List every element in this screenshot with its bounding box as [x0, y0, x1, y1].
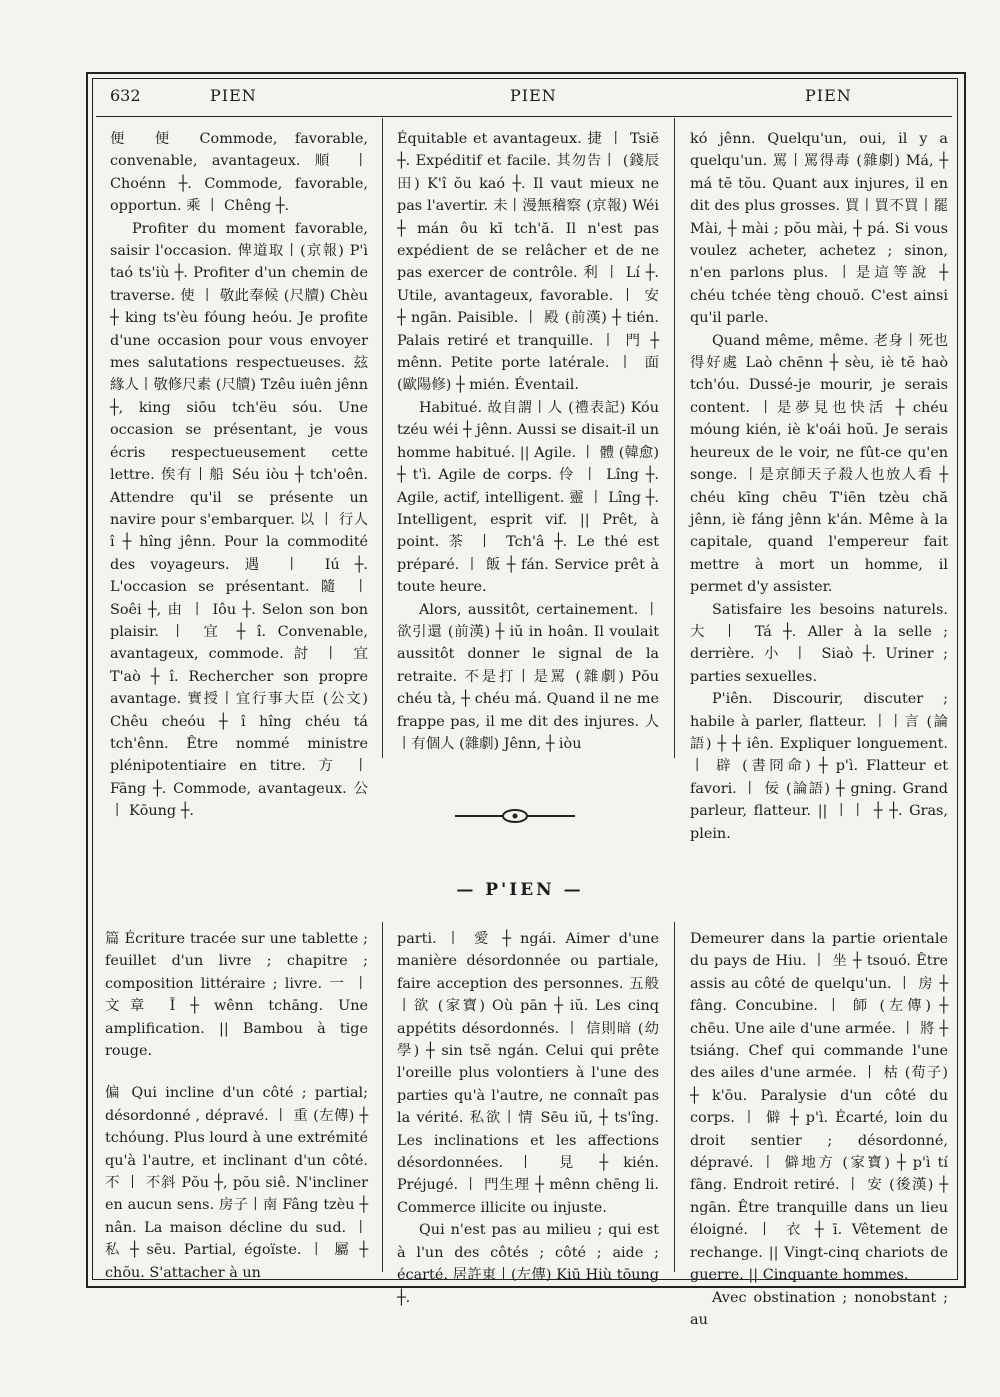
paragraph: kó jênn. Quelqu'un, oui, il y a quelqu'un. 罵丨罵得毒 (雜劇) Má, ┼ má tĕ tŏu. Quant aux injures, il en dit des plus grosses. 買丨買不買丨罷 Mài, ┼ mài ; pŏu mài, ┼ pá. Si vous voulez acheter, achetez ; sinon, n'en parlons plus. 丨是這等說 ┼ chéu tchée tèng chouŏ. C'est ainsi qu'il parle. — [690, 131, 948, 327]
paragraph: P'iên. Discourir, discuter ; habile à parler, flatteur. 丨丨言 (論語) ┼ ┼ iên. Expliquer longuement. 丨 辟 (書冏命) ┼ p'ì. Flatteur et favori. 丨 佞 (論語) ┼ gning. Grand parleur, flatteur. || 丨丨 ┼ ┼. Gras, plein. — [690, 691, 948, 842]
paragraph: Quand même, même. 老身丨死也得好處 Laò chēnn ┼ sèu, iè tĕ haò tch'óu. Dussé-je mourir, je serais content. 丨是夢見也快活 ┼ chéu móung kién, iè k'oái hoŭ. Je serais heureux de le voir, ne fût-ce qu'en songe. 丨是京師天子殺人也放人看 ┼ chéu kīng chēu T'iēn tzèu chă jênn, iè fáng jênn k'án. Même à la capitale, quand l'empereur fait mettre à mort un homme, il permet d'y assister. — [690, 332, 948, 596]
column-divider — [382, 118, 383, 758]
bottom-column-1 — [105, 928, 368, 1281]
paragraph: Avec obstination ; nonobstant ; au — [690, 1289, 948, 1328]
section-heading: — P'IEN — — [456, 880, 584, 900]
paragraph: Habitué. 故自謂丨人 (禮表記) Kóu tzéu wéi ┼ jênn. Aussi se disait-il un homme habitué. || Agile. 丨 體 (韓愈) ┼ t'ì. Agile de corps. 伶 丨 Lîng ┼. Agile, actif, intelligent. 靈 丨 Lîng ┼. Intelligent, esprit vif. || Prêt, à point. 茶 丨 Tch'â ┼. Le thé est préparé. 丨 飯 ┼ fán. Service prêt à toute heure. — [397, 399, 659, 596]
ornament-divider — [455, 806, 575, 826]
paragraph: Alors, aussitôt, certainement. 丨 欲引還 (前漢) ┼ iŭ in hoân. Il voulait aussitôt donner le signal de la retraite. 不是打丨是罵 (雜劇) Pŏu chéu tà, ┼ chéu má. Quand il ne me frappe pas, il me dit des injures. 人丨有個人 (雜劇) Jênn, ┼ iòu — [397, 601, 659, 752]
column-divider — [674, 118, 675, 758]
header-rule — [96, 116, 952, 117]
page-header — [100, 84, 950, 112]
top-column-2 — [397, 128, 659, 758]
header-left: PIEN — [210, 86, 257, 105]
column-divider — [674, 922, 675, 1272]
column-divider — [382, 922, 383, 1272]
paragraph: 偏 Qui incline d'un côté ; partial; désordonné , dépravé. 丨 重 (左傳) ┼ tchóung. Plus lourd à une extrémité qu'à l'autre, et inclinant d'un côté. 不 丨 不斜 Pŏu ┼, pŏu siê. N'incliner en aucun sens. 房子丨南 Fâng tzèu ┼ nân. La maison décline du sud. 丨 私 ┼ sēu. Partial, égoïste. 丨 屬 ┼ chŏu. S'attacher à un — [105, 1085, 368, 1281]
bottom-column-3 — [690, 928, 948, 1328]
paragraph: 篇 Écriture tracée sur une tablette ; feuillet d'un livre ; chapitre ; composition littéraire ; livre. 一 丨 文章 Ĭ ┼ wênn tchāng. Une amplification. || Bambou à tige rouge. — [105, 931, 368, 1060]
paragraph: 便 便 Commode, favorable, convenable, avantageux. 順 丨 Choénn ┼. Commode, favorable, opportun. 乘 丨 Chêng ┼. — [110, 131, 368, 215]
page-number: 632 — [110, 86, 141, 105]
paragraph: parti. 丨 愛 ┼ ngái. Aimer d'une manière désordonnée ou partiale, faire acception des personnes. 五般丨欲 (家寶) Où pān ┼ iŭ. Les cinq appétits désordonnés. 丨 信則暗 (幼學) ┼ sin tsĕ ngán. Celui qui prête l'oreille plus volontiers à l'une des parties qu'à l'autre, ne connaît pas la vérité. 私欲丨情 Sēu iŭ, ┼ ts'îng. Les inclinations et les affections désordonnées. 丨 見 ┼ kién. Préjugé. 丨 門生理 ┼ mênn chēng li. Commerce illicite ou injuste. — [397, 931, 659, 1216]
top-column-3 — [690, 128, 948, 842]
paragraph: Satisfaire les besoins naturels. 大 丨 Tá ┼. Aller à la selle ; derrière. 小 丨 Siaò ┼. Uriner ; parties sexuelles. — [690, 601, 948, 685]
bottom-column-2 — [397, 928, 659, 1306]
paragraph: Profiter du moment favorable, saisir l'occasion. 俾道取丨(京報) P'ì taó ts'iù ┼. Profiter d'un chemin de traverse. 使 丨 敬此奉候 (尺牘) Chèu ┼ king ts'èu fóung heóu. Je profite d'une occasion pour vous envoyer mes salutations respectueuses. 玆緣人丨敬修尺素 (尺牘) Tzêu iuên jênn ┼, king siōu tch'ëu sóu. Une occasion se présentant, je vous écris respectueusement cette lettre. 俟有丨船 Séu iòu ┼ tch'oên. Attendre qu'il se présente un navire pour s'embarquer. 以 丨 行人 î ┼ hîng jênn. Pour la commodité des voyageurs. 遇 丨 Iú ┼. L'occasion se présentant. 隨 丨 Soêi ┼, 由 丨 Iôu ┼. Selon son bon plaisir. 丨 宜 ┼ î. Convenable, avantageux, commode. 討 丨 宜 T'aò ┼ î. Rechercher son propre avantage. 實授丨宜行事大臣 (公文) Chêu cheóu ┼ î hîng chéu tá tch'ênn. Être nommé ministre plénipotentiaire en titre. 方 丨 Fāng ┼. Commode, avantageux. 公 丨 Kōung ┼. — [110, 220, 368, 820]
paragraph: Demeurer dans la partie orientale du pays de Hiu. 丨 坐 ┼ tsouó. Être assis au côté de quelqu'un. 丨 房 ┼ fâng. Concubine. 丨 師 (左傳) ┼ chēu. Une aile d'une armée. 丨 將 ┼ tsiáng. Chef qui commande l'une des ailes d'une armée. 丨 枯 (荀子) ┼ k'ōu. Paralysie d'un côté du corps. 丨 僻 ┼ p'ì. Écarté, loin du droit sentier ; désordonné, dépravé. 丨 僻地方 (家寶) ┼ p'ì tí fāng. Endroit retiré. 丨 安 (後漢) ┼ ngān. Être tranquille dans un lieu éloigné. 丨 衣 ┼ ī. Vêtement de rechange. || Vingt-cinq chariots de guerre. || Cinquante hommes. — [690, 931, 948, 1284]
paragraph: Équitable et avantageux. 捷 丨 Tsiĕ ┼. Expéditif et facile. 其勿告丨 (錢辰田) K'î ŏu kaó ┼. Il vaut mieux ne pas l'avertir. 未丨漫無稽察 (京報) Wéi ┼ mán ôu kī tch'ă. Il n'est pas expédient de se relâcher et de ne pas exercer de contrôle. 利 丨 Lí ┼. Utile, avantageux, favorable. 丨 安 ┼ ngān. Paisible. 丨 殿 (前漢) ┼ tién. Palais retiré et tranquille. 丨 門 ┼ mênn. Petite porte latérale. 丨 面 (歐陽修) ┼ mién. Éventail. — [397, 131, 659, 394]
top-column-1 — [110, 128, 368, 820]
header-center: PIEN — [510, 86, 557, 105]
header-right: PIEN — [805, 86, 852, 105]
paragraph: Qui n'est pas au milieu ; qui est à l'un des côtés ; côté ; aide ; écarté. 居許東丨(左傳) Kiū Hiù tōung ┼. — [397, 1222, 659, 1306]
